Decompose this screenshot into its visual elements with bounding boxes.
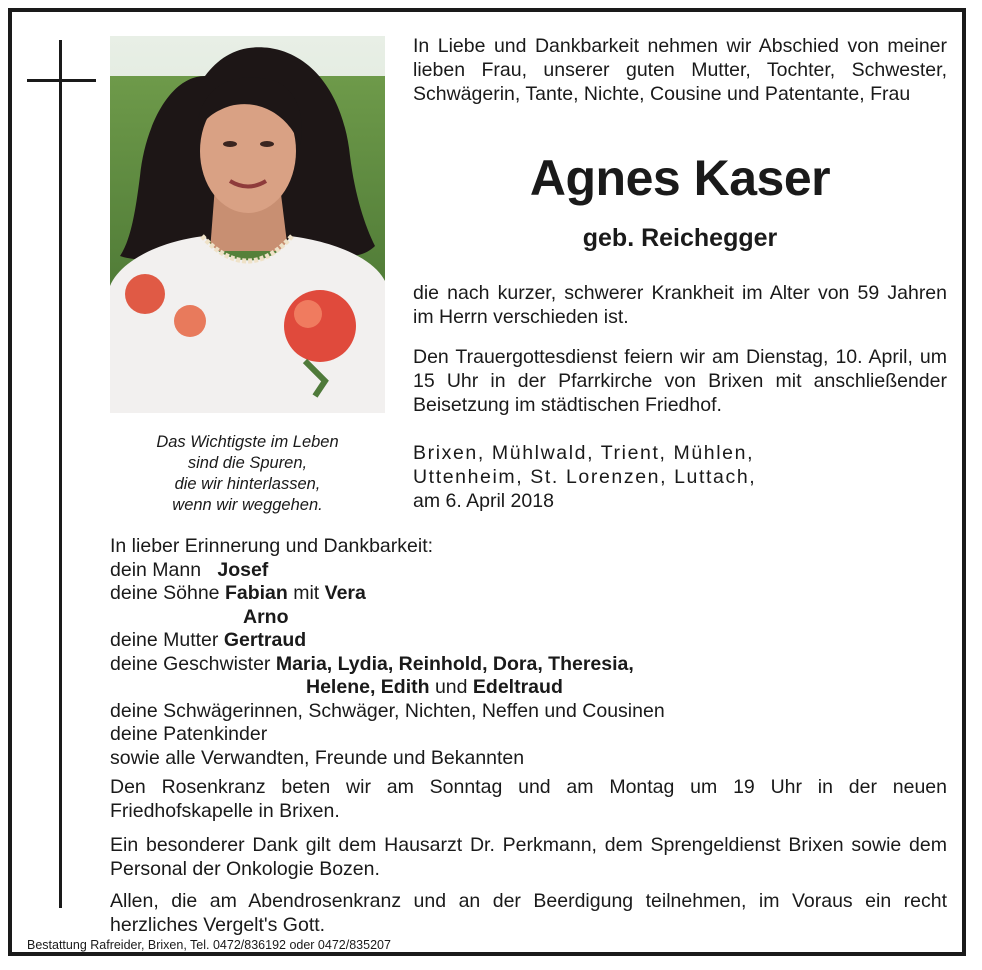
family-list [110,535,950,770]
relation-label: deine Geschwister [110,652,271,675]
relative-names: Maria, Lydia, Reinhold, Dora, Theresia, [275,652,634,675]
connector-text: mit [293,582,320,604]
family-row-sons [110,582,950,606]
places-line: Brixen, Mühlwald, Trient, Mühlen, [413,442,755,464]
cross-vertical-bar [59,40,62,908]
relative-name: Fabian [224,582,288,604]
funeral-text: Den Trauergottesdienst feiern wir am Dienstag, 10. April, um 15 Uhr in der Pfarrkirche von Brixen mit anschließender Beisetzung im städtischen Friedhof. [413,346,947,416]
funeral-home-footer: Bestattung Rafreider, Brixen, Tel. 0472/836192 oder 0472/835207 [27,938,391,952]
family-row-relatives: sowie alle Verwandten, Freunde und Bekannten [110,746,525,769]
family-row-siblings [110,653,950,677]
quote-line: Das Wichtigste im Leben [156,433,339,451]
quote-line: die wir hinterlassen, [174,475,321,493]
relation-label: deine Mutter [110,629,219,651]
intro-text: In Liebe und Dankbarkeit nehmen wir Abschied von meiner lieben Frau, unserer guten Mutter, Tochter, Schwester, Schwägerin, Tante, Nichte, Cousine und Patentante, Frau [413,35,947,105]
family-row-godchildren: deine Patenkinder [110,723,268,745]
connector-text: und [434,676,468,698]
deceased-name: Agnes Kaser [529,150,831,206]
relative-name: Gertraud [223,629,307,651]
relative-name: Edeltraud [472,676,563,698]
family-row-mother [110,629,950,653]
portrait-photo [110,36,385,413]
family-row-husband [110,559,950,583]
closing-text: Allen, die am Abendrosenkranz und an der Beerdigung teilnehmen, im Voraus ein recht herzliches Vergelt's Gott. [110,890,947,936]
relation-label: deine Söhne [110,582,220,604]
relative-name: Josef [217,558,269,581]
places-and-date [413,441,947,513]
relative-names: Helene, Edith [306,676,430,698]
maiden-name: geb. Reichegger [582,224,778,252]
family-heading: In lieber Erinnerung und Dankbarkeit: [110,535,434,557]
illness-text: die nach kurzer, schwerer Krankheit im Alter von 59 Jahren im Herrn verschieden ist. [413,282,947,328]
thanks-text: Ein besonderer Dank gilt dem Hausarzt Dr. Perkmann, dem Sprengeldienst Brixen sowie dem Personal der Onkologie Bozen. [110,834,947,880]
cross-horizontal-bar [27,79,96,82]
relative-name: Vera [324,582,366,604]
family-row-siblings-cont [110,676,950,700]
rosary-text: Den Rosenkranz beten wir am Sonntag und am Montag um 19 Uhr in der neuen Friedhofskapelle in Brixen. [110,776,947,822]
memorial-quote [110,432,385,516]
quote-line: sind die Spuren, [187,454,308,472]
family-row-sons-cont [110,606,950,630]
family-row-inlaws: deine Schwägerinnen, Schwäger, Nichten, Neffen und Cousinen [110,699,665,722]
quote-line: wenn wir weggehen. [172,496,323,514]
relative-name: Arno [243,605,289,628]
notice-date: am 6. April 2018 [413,490,554,512]
places-line: Uttenheim, St. Lorenzen, Luttach, [413,466,757,488]
relation-label: dein Mann [110,558,202,581]
